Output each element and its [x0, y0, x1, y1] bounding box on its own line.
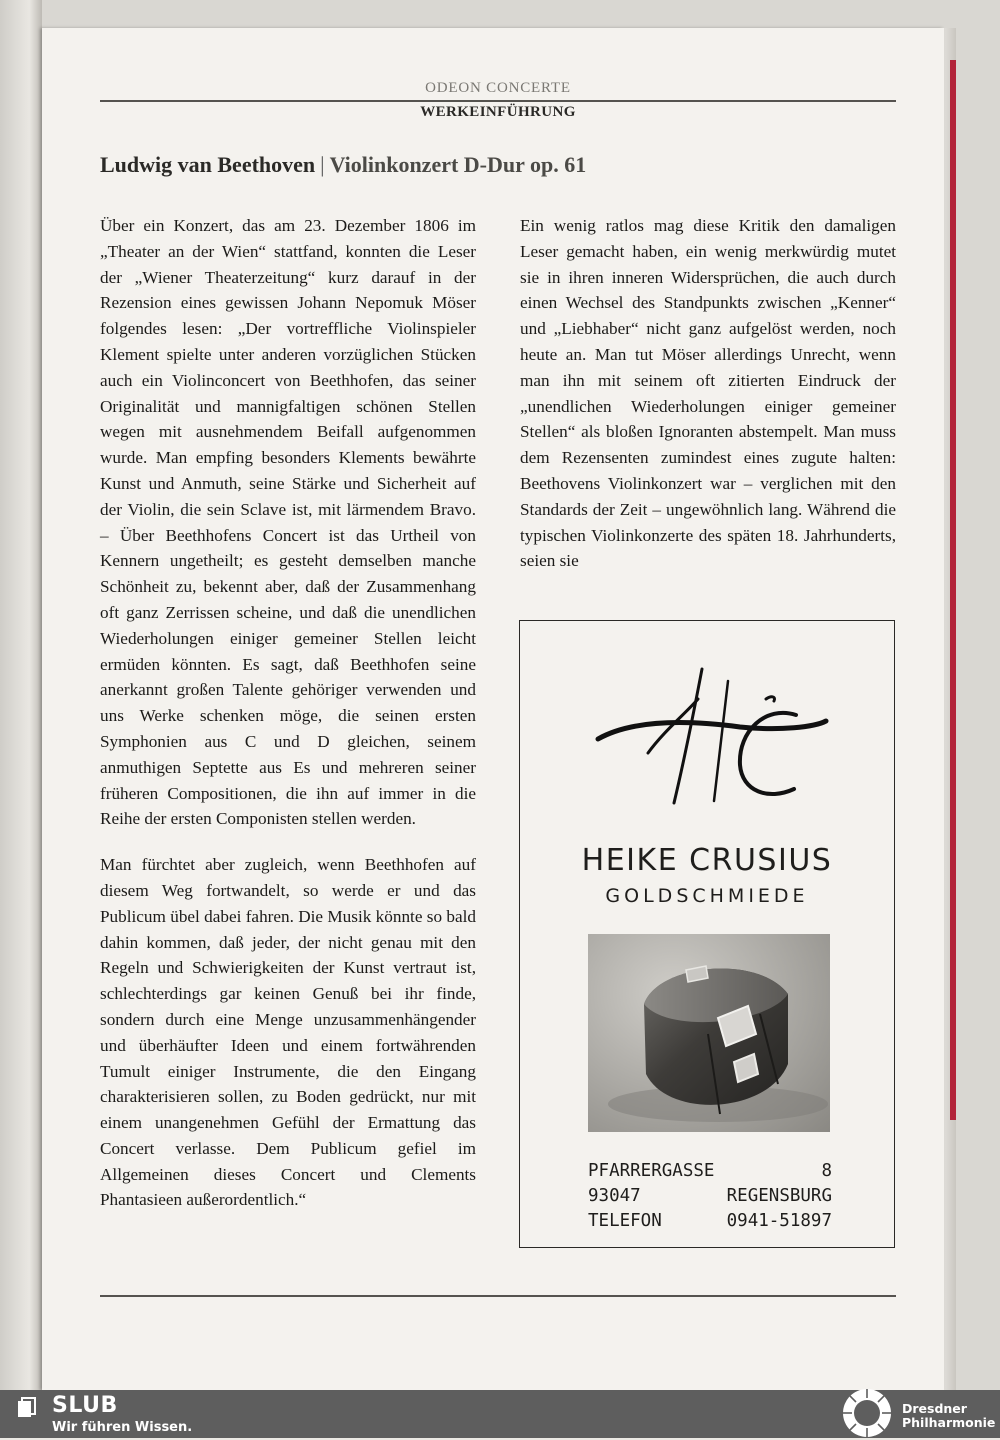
- paragraph: Über ein Konzert, das am 23. Dezember 1806 im „Theater an der Wien“ stattfand, konnten die Leser der „Wiener Theaterzeitung“ kurz darauf in der Rezension eines gewissen Johann Nepomuk Möser folgendes lesen: „Der vortreffliche Violinspieler Klement spielte unter anderen vorzüglichen Stücken auch ein Violinconcert von Beethhofen, das seiner Originalität und mannigfaltigen schönen Stellen wegen mit ausnehmendem Beifall aufgenommen wurde. Man empfing besonders Klements bewährte Kunst und Anmuth, seine Stärke und Sicherheit auf der Violin, die sein Sclave ist, mit lärmendem Bravo. – Über Beethhofens Concert ist das Urtheil von Kennern ungetheilt; es gesteht demselben manche Schönheit zu, bekennt aber, daß der Zusammenhang oft ganz Zerrissen scheine, und daß die unendlichen Wiederholungen einiger gemeiner Stellen leicht ermüden könnten. Es sagt, daß Beethhofen seine anerkannt großen Talente gehöriger verwenden und uns Werke schenken möge, die seinen ersten Symphonien aus C und D gleichen, seinem anmuthigen Septette aus Es und mehreren seiner früheren Compositionen, die ihn auf immer in die Reihe der ersten Componisten stellen werden.: [100, 216, 476, 829]
- ad-city: 93047 REGENSBURG: [588, 1186, 832, 1206]
- work-title: Violinkonzert D-Dur op. 61: [329, 152, 587, 177]
- header-rule: [100, 100, 896, 102]
- footer-rule: [100, 1295, 896, 1297]
- hc-monogram-logo: [590, 661, 830, 811]
- dresdner-philharmonie-label[interactable]: [902, 1402, 995, 1430]
- composer-name: Ludwig van Beethoven: [100, 152, 316, 177]
- slub-tagline: Wir führen Wissen.: [52, 1420, 193, 1435]
- ad-business-name: HEIKE CRUSIUS: [581, 843, 833, 878]
- slub-logo-text[interactable]: SLUB: [52, 1393, 118, 1418]
- article-title: [100, 152, 586, 178]
- slub-book-icon[interactable]: [16, 1397, 38, 1419]
- binding-red-strip: [950, 60, 956, 1120]
- ad-phone: TELEFON 0941-51897: [588, 1211, 832, 1231]
- facing-page-edge: [0, 0, 42, 1390]
- running-header-section: WERKEINFÜHRUNG: [420, 104, 576, 120]
- paragraph: Ein wenig ratlos mag diese Kritik den damaligen Leser gemacht haben, ein wenig merkwürdig mutet sie in ihren inneren Widersprüchen, die auch durch einen Wechsel des Standpunkts zwischen „Kenner“ und „Liebhaber“ nicht ganz aufgelöst werden, noch heute an. Man tut Möser allerdings Unrecht, wenn man ihn mit seinem oft zitierten Eindruck der „unendlichen Wiederholungen einiger gemeiner Stellen“ als bloßen Ignoranten abstempelt. Man muss dem Rezensenten zumindest eines zugute halten: Beethovens Violinkonzert war – verglichen mit den Standards der Zeit – ungewöhnlich lang. Während die typischen Violinkonzerte des späten 18. Jahrhunderts, seien sie: [520, 216, 896, 571]
- right-column: [520, 213, 896, 574]
- dresdner-philharmonie-logo-icon[interactable]: [840, 1386, 894, 1440]
- ring-photo: [588, 934, 830, 1132]
- advertisement: [519, 620, 895, 1248]
- ad-business-type: GOLDSCHMIEDE: [605, 885, 809, 907]
- left-column: [100, 213, 476, 1213]
- title-separator: |: [320, 152, 325, 177]
- partner-line-1: Dresdner: [902, 1401, 967, 1416]
- paragraph: Man fürchtet aber zugleich, wenn Beethhofen auf diesem Weg fortwandelt, so werde er und das Publicum übel dabei fahren. Die Musik könnte so bald dahin kommen, daß jeder, der nicht genau mit den Regeln und Schwierigkeiten der Kunst vertraut ist, schlechterdings gar keinen Genuß bei ihr finde, sondern durch eine Menge unzusammenhängender und überhäufter Ideen und einem fortwährenden Tumult einiger Instrumente, die den Eingang charakterisieren sollen, zu Boden gedrückt, nur mit einem unangenehmen Gefühl der Ermattung das Concert verlasse. Dem Publicum gefiel im Allgemeinen dieses Concert und Clements Phantasieen außerordentlich.“: [100, 855, 476, 1210]
- viewer-footer-bar: [0, 1390, 1000, 1438]
- ring-illustration: [588, 934, 830, 1132]
- partner-line-2: Philharmonie: [902, 1415, 996, 1430]
- running-header-series: ODEON CONCERTE: [425, 80, 571, 96]
- ad-street: PFARRERGASSE 8: [588, 1161, 832, 1181]
- ad-address: [588, 1159, 832, 1234]
